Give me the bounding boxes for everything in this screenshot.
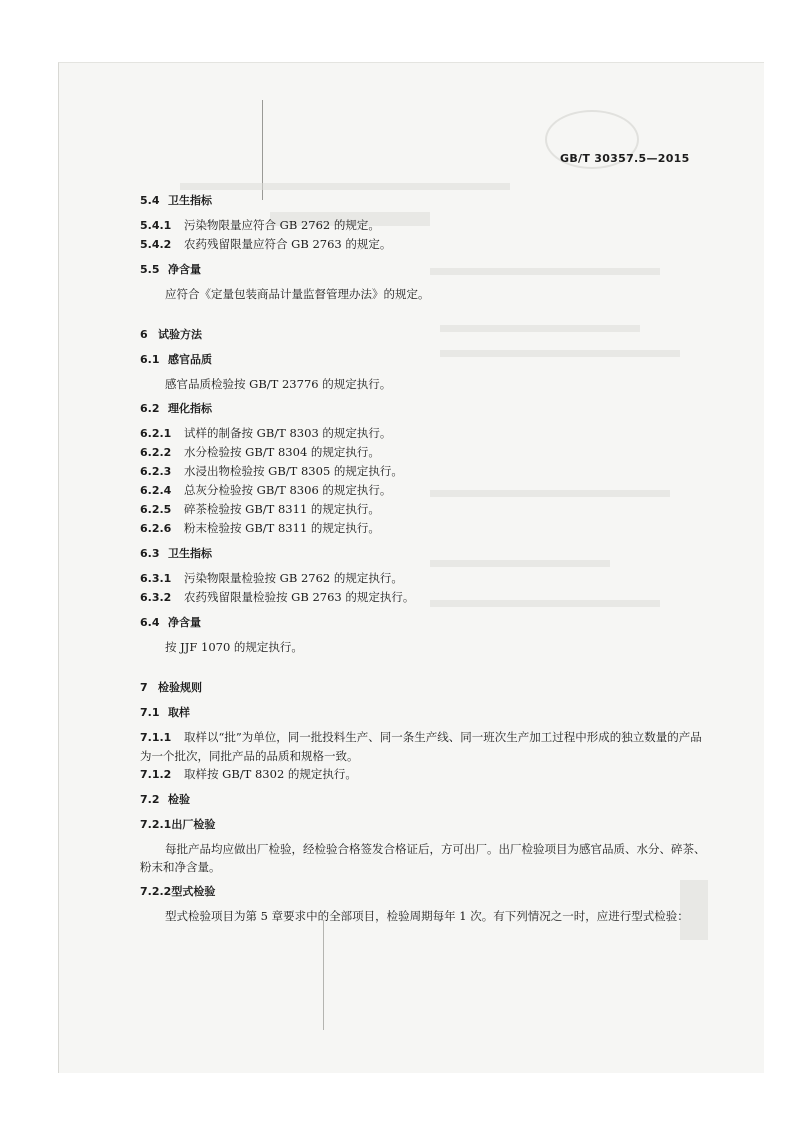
document-body: [140, 185, 710, 931]
clause-item: [140, 500, 710, 519]
body-paragraph: 应符合《定量包装商品计量监督管理办法》的规定。: [165, 287, 430, 301]
section-number: 7.2: [140, 793, 160, 806]
section-number: 6: [140, 328, 148, 341]
clause-item: [140, 765, 710, 784]
section-number: 6.1: [140, 353, 160, 366]
section-number: 6.2: [140, 402, 160, 415]
clause-text: 污染物限量检验按 GB 2762 的规定执行。: [184, 571, 403, 585]
section-title: 净含量: [168, 263, 201, 276]
section-heading: [140, 545, 710, 563]
section-heading: [140, 614, 710, 632]
section-number: 6.4: [140, 616, 160, 629]
section-number: 7.1: [140, 706, 160, 719]
clause-number: 7.1.2: [140, 768, 172, 781]
clause-number: 6.3.2: [140, 591, 172, 604]
clause-item: [140, 588, 710, 607]
section-heading: [140, 351, 710, 369]
clause-item: [140, 235, 710, 254]
clause-text: 碎茶检验按 GB/T 8311 的规定执行。: [184, 502, 380, 516]
section-number: 5.4: [140, 194, 160, 207]
section-title: 净含量: [168, 616, 201, 629]
clause-text: 粉末检验按 GB/T 8311 的规定执行。: [184, 521, 380, 535]
section-title: 出厂检验: [171, 818, 216, 831]
body-paragraph: 按 JJF 1070 的规定执行。: [165, 640, 303, 654]
section-gap: [140, 662, 710, 672]
clause-item: [140, 462, 710, 481]
section-number: 7: [140, 681, 148, 694]
section-title: 理化指标: [168, 402, 212, 415]
clause-text: 水分检验按 GB/T 8304 的规定执行。: [184, 445, 380, 459]
scan-crease-bottom: [323, 920, 324, 1030]
clause-item: [140, 424, 710, 443]
section-heading: [140, 261, 710, 279]
clause-number: 6.3.1: [140, 572, 172, 585]
section-title: 检验: [168, 793, 190, 806]
body-paragraph: 每批产品均应做出厂检验，经检验合格签发合格证后，方可出厂。出厂检验项目为感官品质、水分、碎茶、粉末和净含量。: [140, 842, 706, 874]
clause-number: 6.2.6: [140, 522, 172, 535]
section-title: 卫生指标: [168, 194, 212, 207]
clause-number: 5.4.2: [140, 238, 172, 251]
clause-number: 6.2.3: [140, 465, 172, 478]
body-paragraph: 型式检验项目为第 5 章要求中的全部项目，检验周期每年 1 次。有下列情况之一时，应进行型式检验：: [165, 909, 689, 923]
section-heading: [140, 816, 710, 834]
section-heading: [140, 679, 710, 697]
section-number: 7.2.2: [140, 885, 172, 898]
section-heading: [140, 791, 710, 809]
section-number: 5.5: [140, 263, 160, 276]
clause-text: 取样以“批”为单位，同一批投料生产、同一条生产线、同一班次生产加工过程中形成的独立数量的产品为一个批次，同批产品的品质和规格一致。: [140, 730, 702, 763]
clause-item: [140, 481, 710, 500]
clause-text: 取样按 GB/T 8302 的规定执行。: [184, 767, 357, 781]
clause-item: [140, 569, 710, 588]
clause-text: 总灰分检验按 GB/T 8306 的规定执行。: [184, 483, 392, 497]
section-gap: [140, 309, 710, 319]
section-title: 型式检验: [171, 885, 216, 898]
section-number: 6.3: [140, 547, 160, 560]
section-title: 卫生指标: [168, 547, 212, 560]
clause-item: [140, 728, 710, 765]
clause-text: 农药残留限量应符合 GB 2763 的规定。: [184, 237, 392, 251]
section-heading: [140, 326, 710, 344]
clause-item: [140, 216, 710, 235]
clause-text: 水浸出物检验按 GB/T 8305 的规定执行。: [184, 464, 403, 478]
clause-number: 6.2.4: [140, 484, 172, 497]
clause-item: [140, 519, 710, 538]
clause-number: 6.2.5: [140, 503, 172, 516]
section-heading: [140, 192, 710, 210]
clause-number: 6.2.2: [140, 446, 172, 459]
clause-text: 试样的制备按 GB/T 8303 的规定执行。: [184, 426, 392, 440]
document-code: GB/T 30357.5—2015: [560, 152, 690, 165]
section-number: 7.2.1: [140, 818, 172, 831]
section-title: 取样: [168, 706, 190, 719]
clause-number: 7.1.1: [140, 731, 172, 744]
section-heading: [140, 400, 710, 418]
clause-text: 农药残留限量检验按 GB 2763 的规定执行。: [184, 590, 415, 604]
clause-number: 6.2.1: [140, 427, 172, 440]
clause-item: [140, 443, 710, 462]
clause-text: 污染物限量应符合 GB 2762 的规定。: [184, 218, 380, 232]
section-title: 试验方法: [158, 328, 202, 341]
clause-number: 5.4.1: [140, 219, 172, 232]
section-title: 感官品质: [168, 353, 212, 366]
section-heading: [140, 704, 710, 722]
section-heading: [140, 883, 710, 901]
body-paragraph: 感官品质检验按 GB/T 23776 的规定执行。: [165, 377, 392, 391]
section-title: 检验规则: [158, 681, 202, 694]
